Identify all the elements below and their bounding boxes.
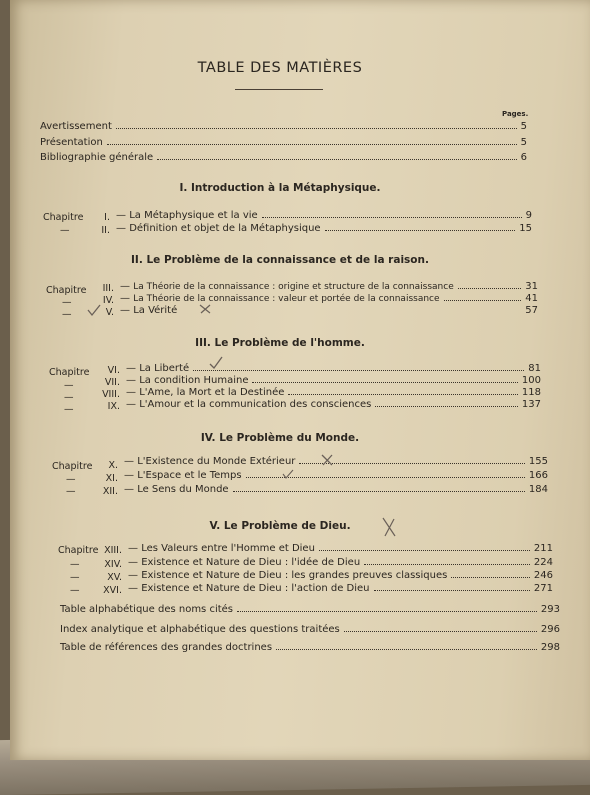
title-rule [235,89,323,90]
pencil-check-mark-icon [282,468,294,480]
chapter-number: II. [101,225,110,236]
toc-chapter-8[interactable]: — L'Ame, la Mort et la Destinée 118 [126,387,541,398]
leader-dots [237,611,537,612]
toc-entry-label: Table de références des grandes doctrines [60,642,273,653]
toc-chapter-6[interactable]: — La Liberté 81 [126,363,541,374]
leader-dots [375,406,518,407]
leader-dots [319,550,530,551]
toc-chapter-14[interactable]: — Existence et Nature de Dieu : l'idée de Dieu 224 [128,557,553,568]
chapter-dash-marker: — [70,559,80,570]
chapter-page: 57 [525,305,538,316]
chapter-dash-marker: — [70,572,80,583]
chapitre-label: Chapitre [43,212,84,223]
toc-entry-bibliographie[interactable] [40,152,527,163]
pencil-x-mark-icon [320,453,334,467]
toc-chapter-3[interactable]: — La Théorie de la connaissance : origine et structure de la connaissance 31 [120,281,538,292]
leader-dots [107,144,517,145]
chapter-dash-marker: — [64,392,74,403]
chapitre-label: Chapitre [58,545,99,556]
pages-column-heading: Pages. [502,110,529,118]
toc-chapter-13[interactable]: — Les Valeurs entre l'Homme et Dieu 211 [128,543,553,554]
pencil-check-mark-icon [208,356,224,370]
leader-dots [233,491,525,492]
toc-chapter-9[interactable]: — L'Amour et la communication des consciences 137 [126,399,541,410]
chapter-dash-marker: — [62,297,72,308]
page-title: TABLE DES MATIÈRES [197,60,363,76]
toc-chapter-10[interactable]: — L'Existence du Monde Extérieur 155 [124,456,548,467]
chapter-title: Existence et Nature de Dieu : l'action de Dieu [141,583,370,594]
chapter-number: I. [104,212,110,223]
chapter-title: La Liberté [139,363,190,374]
leader-dots [364,564,530,565]
leader-dots [344,631,537,632]
chapter-page: 155 [528,456,548,467]
chapter-page: 31 [525,281,538,292]
toc-chapter-1[interactable]: — La Métaphysique et la vie 9 [116,210,532,221]
toc-chapter-5[interactable]: — La Vérité 57 [120,305,538,316]
toc-entry-page: 298 [540,642,560,653]
chapter-page: 15 [519,223,532,234]
toc-entry-label: Bibliographie générale [40,152,154,163]
toc-entry-avertissement[interactable] [40,121,527,132]
toc-entry-label: Avertissement [40,121,112,132]
toc-chapter-4[interactable]: — La Théorie de la connaissance : valeur et portée de la connaissance 41 [120,293,538,304]
chapter-page: 100 [521,375,541,386]
pencil-x-mark-icon [198,303,212,315]
chapter-number: XVI. [103,585,122,596]
chapter-title: L'Amour et la communication des consciences [139,399,372,410]
toc-entry-page: 5 [520,137,527,148]
pencil-check-mark-icon [86,303,102,317]
toc-chapter-15[interactable]: — Existence et Nature de Dieu : les grandes preuves classiques 246 [128,570,553,581]
chapter-page: 166 [528,470,548,481]
section-heading-5: V. Le Problème de Dieu. [209,520,351,532]
chapter-page: 81 [528,363,541,374]
toc-chapter-16[interactable]: — Existence et Nature de Dieu : l'action de Dieu 271 [128,583,553,594]
toc-chapter-12[interactable]: — Le Sens du Monde 184 [124,484,548,495]
chapter-number: XII. [102,486,118,497]
leader-dots [444,300,522,301]
leader-dots [116,128,517,129]
chapter-page: 118 [521,387,541,398]
chapter-page: 224 [533,557,553,568]
chapter-page: 271 [533,583,553,594]
chapter-dash-marker: — [62,309,72,320]
leader-dots [262,217,522,218]
chapter-title: La condition Humaine [139,375,249,386]
chapter-page: 9 [525,210,532,221]
leader-dots [451,577,530,578]
chapter-number: VI. [107,365,120,376]
chapter-title: Les Valeurs entre l'Homme et Dieu [141,543,315,554]
leader-dots [374,590,530,591]
chapter-dash-marker: — [64,380,74,391]
toc-chapter-7[interactable]: — La condition Humaine 100 [126,375,541,386]
chapter-number: XV. [107,572,122,583]
toc-chapter-11[interactable]: — L'Espace et le Temps 166 [124,470,548,481]
chapter-number: XI. [105,473,118,484]
chapter-title: Définition et objet de la Métaphysique [129,223,321,234]
chapter-number: X. [108,460,118,471]
leader-dots [181,312,521,313]
chapitre-label: Chapitre [49,367,90,378]
toc-entry-table-doctrines[interactable] [60,642,560,653]
chapter-number: V. [105,307,114,318]
chapter-title: L'Existence du Monde Extérieur [137,456,296,467]
chapter-title: L'Espace et le Temps [137,470,242,481]
leader-dots [325,230,516,231]
chapter-title: Existence et Nature de Dieu : l'idée de Dieu [141,557,361,568]
toc-entry-table-noms[interactable] [60,604,560,615]
chapter-title: La Vérité [133,305,178,316]
chapter-number: XIV. [104,559,122,570]
chapter-dash-marker: — [66,486,76,497]
chapter-number: XIII. [104,545,122,556]
leader-dots [288,394,518,395]
toc-entry-index[interactable] [60,624,560,635]
toc-entry-label: Table alphabétique des noms cités [60,604,234,615]
toc-entry-label: Index analytique et alphabétique des questions traitées [60,624,340,635]
chapter-page: 41 [525,293,538,304]
toc-entry-page: 6 [520,152,527,163]
chapter-number: VIII. [102,389,120,400]
leader-dots [157,159,516,160]
chapter-title: L'Ame, la Mort et la Destinée [139,387,285,398]
toc-entry-page: 293 [540,604,560,615]
chapter-dash-marker: — [66,474,76,485]
pencil-x-mark-icon [380,516,398,538]
chapter-number: IX. [107,401,120,412]
chapter-title: La Théorie de la connaissance : origine et structure de la connaissance [133,282,454,292]
leader-dots [276,649,537,650]
toc-chapter-2[interactable]: — Définition et objet de la Métaphysique 15 [116,223,532,234]
section-heading-1: I. Introduction à la Métaphysique. [179,182,381,194]
chapter-page: 211 [533,543,553,554]
section-heading-2: II. Le Problème de la connaissance et de la raison. [131,254,429,266]
chapter-page: 246 [533,570,553,581]
toc-entry-presentation[interactable] [40,137,527,148]
leader-dots [458,288,522,289]
toc-entry-label: Présentation [40,137,103,148]
chapitre-label: Chapitre [46,285,87,296]
chapitre-label: Chapitre [52,461,93,472]
section-heading-4: IV. Le Problème du Monde. [200,432,360,444]
chapter-title: La Métaphysique et la vie [129,210,258,221]
chapter-number: VII. [104,377,120,388]
leader-dots [193,370,524,371]
chapter-page: 184 [528,484,548,495]
chapter-dash-marker: — [64,404,74,415]
chapter-number: III. [102,283,114,294]
toc-entry-page: 5 [520,121,527,132]
chapter-dash-marker: — [60,225,70,236]
section-heading-3: III. Le Problème de l'homme. [195,337,365,349]
toc-entry-page: 296 [540,624,560,635]
chapter-page: 137 [521,399,541,410]
chapter-title: Existence et Nature de Dieu : les grandes preuves classiques [141,570,448,581]
chapter-dash-marker: — [70,585,80,596]
leader-dots [252,382,517,383]
chapter-title: La Théorie de la connaissance : valeur et portée de la connaissance [133,294,440,304]
chapter-title: Le Sens du Monde [137,484,229,495]
chapter-number: IV. [102,295,114,306]
